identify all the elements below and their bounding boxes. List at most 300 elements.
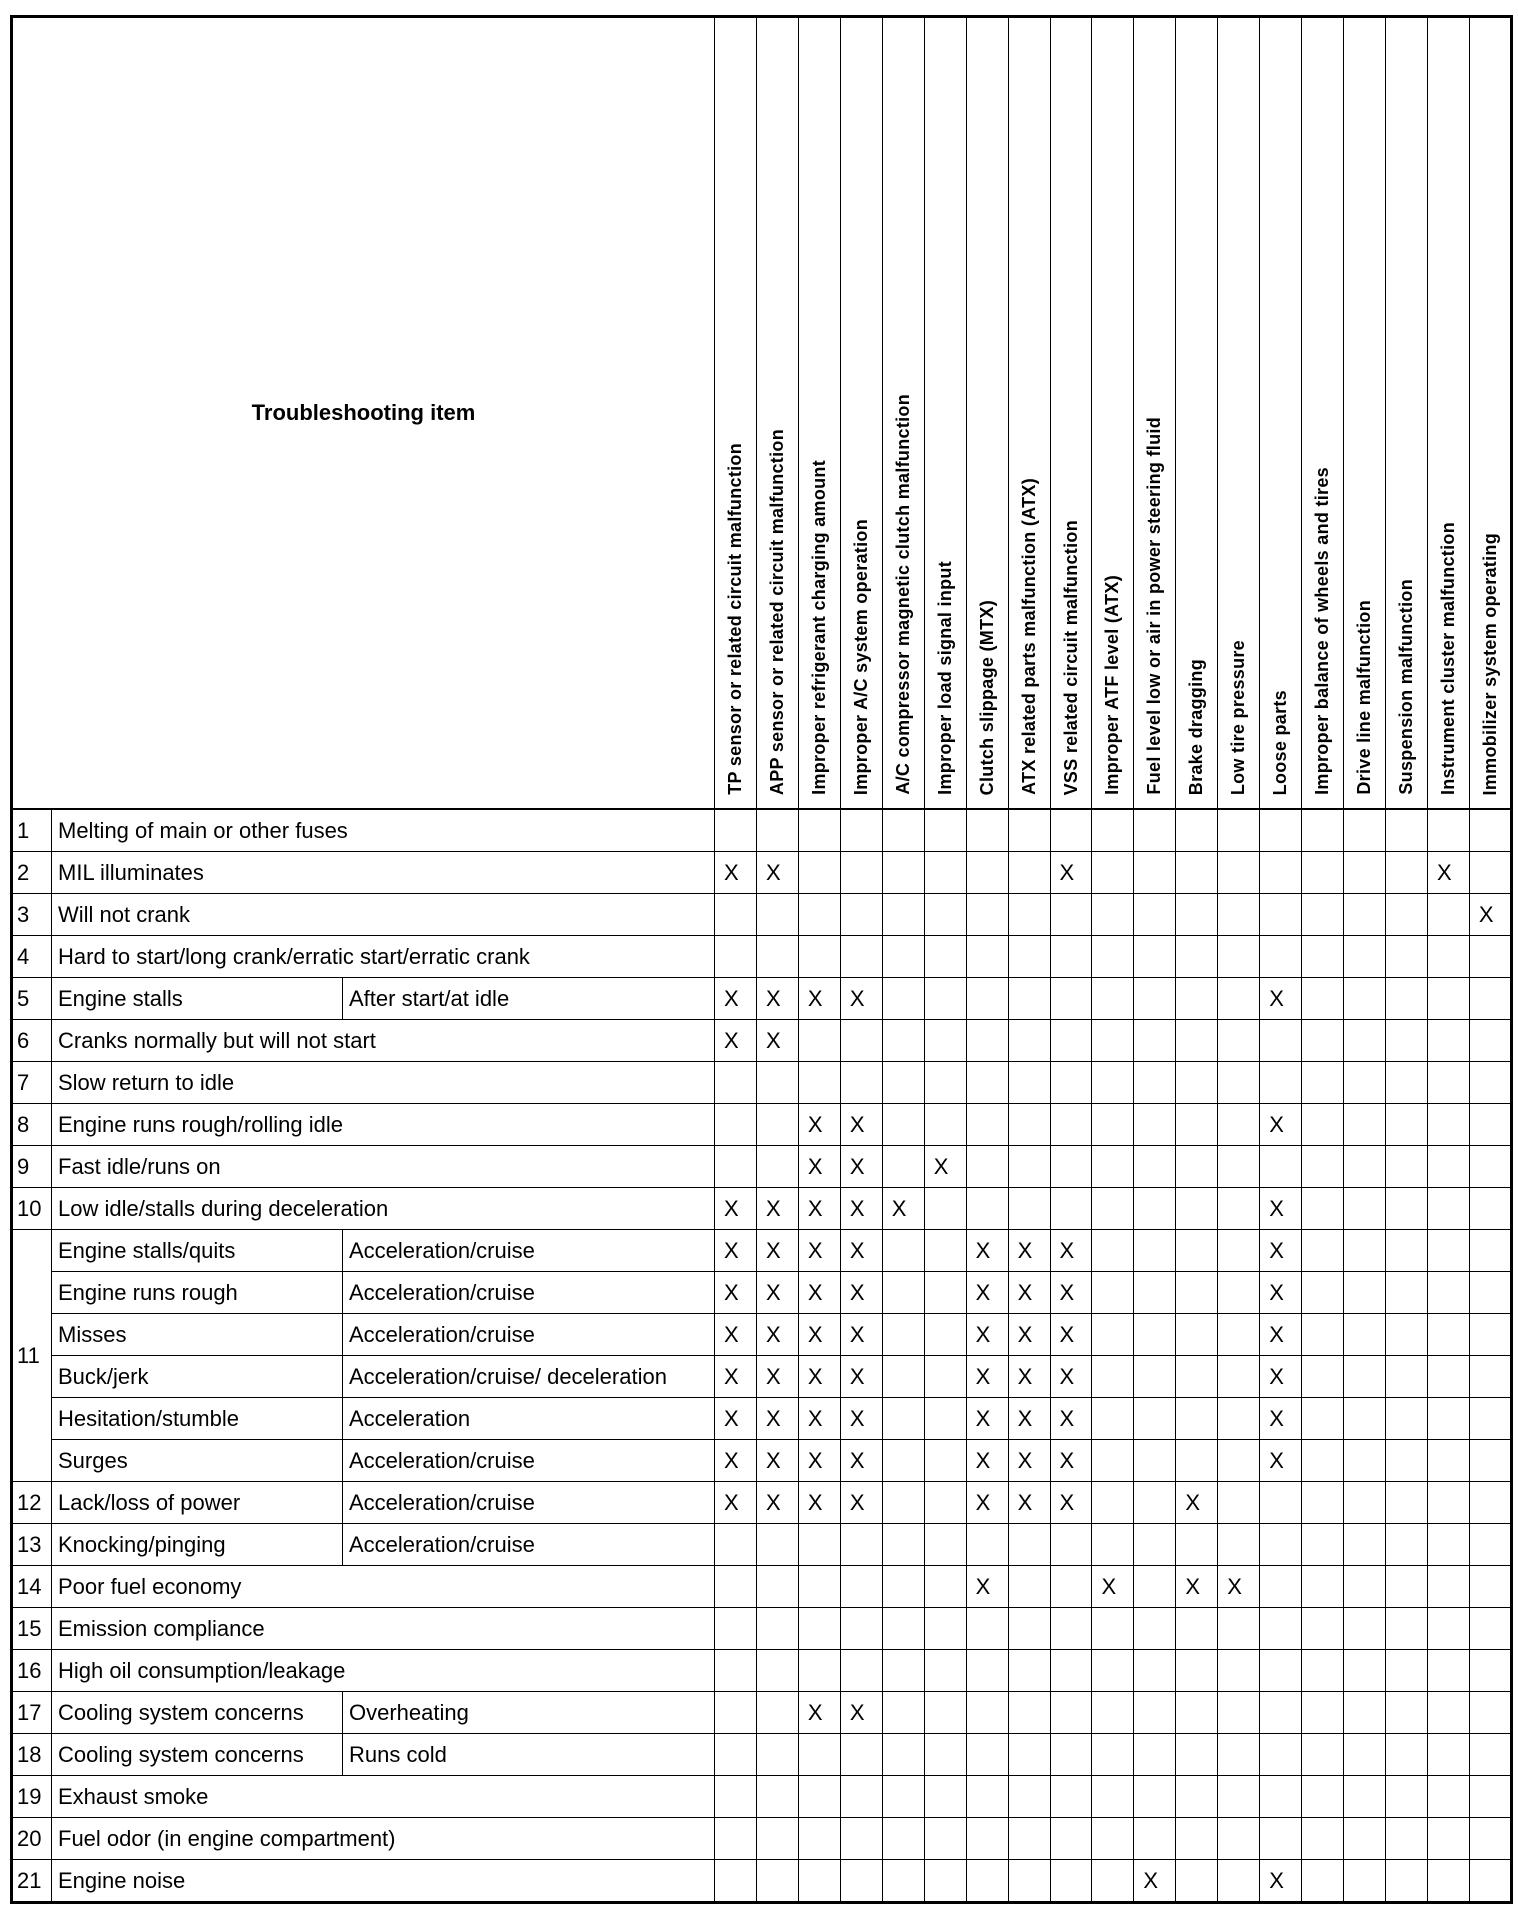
check-cell <box>1427 1272 1469 1314</box>
check-cell <box>756 1860 798 1903</box>
check-cell <box>1050 1188 1092 1230</box>
check-cell <box>1050 809 1092 852</box>
check-cell <box>715 1146 757 1188</box>
check-mark: X <box>1260 1188 1302 1230</box>
check-mark: X <box>840 1314 882 1356</box>
check-cell <box>1218 809 1260 852</box>
check-mark: X <box>840 1104 882 1146</box>
symptom-cell: Engine runs rough/rolling idle <box>52 1104 715 1146</box>
check-cell <box>1469 978 1511 1020</box>
check-cell <box>1134 1104 1176 1146</box>
check-cell <box>1218 1356 1260 1398</box>
check-cell <box>1134 1020 1176 1062</box>
check-cell <box>1386 1776 1428 1818</box>
check-cell <box>882 1356 924 1398</box>
check-cell <box>924 1482 966 1524</box>
check-cell <box>1008 1734 1050 1776</box>
check-cell <box>1302 1524 1344 1566</box>
check-cell <box>1092 894 1134 936</box>
check-mark: X <box>1008 1230 1050 1272</box>
check-cell <box>882 1860 924 1903</box>
check-cell <box>882 978 924 1020</box>
check-cell <box>924 1314 966 1356</box>
check-cell <box>756 1776 798 1818</box>
check-mark: X <box>1176 1566 1218 1608</box>
check-cell <box>1427 1314 1469 1356</box>
symptom-cell: Misses <box>52 1314 343 1356</box>
check-mark: X <box>1050 1398 1092 1440</box>
check-cell <box>1344 852 1386 894</box>
check-cell <box>1176 1356 1218 1398</box>
check-cell <box>1344 1146 1386 1188</box>
check-cell <box>966 978 1008 1020</box>
check-cell <box>1092 1818 1134 1860</box>
check-mark: X <box>715 1230 757 1272</box>
check-mark: X <box>756 978 798 1020</box>
table-row <box>12 894 1512 936</box>
column-header <box>756 17 798 810</box>
check-cell <box>1176 1860 1218 1903</box>
check-cell <box>1092 1860 1134 1903</box>
check-cell <box>1469 1860 1511 1903</box>
check-mark: X <box>840 1188 882 1230</box>
check-mark: X <box>798 978 840 1020</box>
check-mark: X <box>756 1272 798 1314</box>
check-cell <box>798 1020 840 1062</box>
check-cell <box>1134 1482 1176 1524</box>
check-cell <box>1092 1146 1134 1188</box>
check-mark: X <box>715 1188 757 1230</box>
check-cell <box>1302 1650 1344 1692</box>
check-mark: X <box>966 1230 1008 1272</box>
check-cell <box>840 1524 882 1566</box>
check-cell <box>1386 1272 1428 1314</box>
column-header-label: Improper A/C system operation <box>850 518 871 795</box>
check-cell <box>715 1818 757 1860</box>
check-mark: X <box>1218 1566 1260 1608</box>
check-cell <box>1134 1692 1176 1734</box>
column-header <box>1218 17 1260 810</box>
check-cell <box>756 1062 798 1104</box>
row-number: 20 <box>12 1818 52 1860</box>
check-cell <box>1134 1776 1176 1818</box>
row-number: 15 <box>12 1608 52 1650</box>
column-header-label: Loose parts <box>1270 689 1291 795</box>
check-cell <box>1469 1314 1511 1356</box>
symptom-cell: Cranks normally but will not start <box>52 1020 715 1062</box>
check-cell <box>1218 1188 1260 1230</box>
check-mark: X <box>1050 1482 1092 1524</box>
condition-cell: Runs cold <box>343 1734 715 1776</box>
check-cell <box>1092 978 1134 1020</box>
check-cell <box>1344 1482 1386 1524</box>
table-row <box>12 852 1512 894</box>
check-cell <box>1134 1146 1176 1188</box>
symptom-cell: Surges <box>52 1440 343 1482</box>
check-cell <box>924 1020 966 1062</box>
condition-cell: Acceleration/cruise <box>343 1440 715 1482</box>
check-mark: X <box>840 1692 882 1734</box>
column-header-label: ATX related parts malfunction (ATX) <box>1018 478 1039 795</box>
check-mark: X <box>798 1398 840 1440</box>
column-header-label: Clutch slippage (MTX) <box>976 599 997 795</box>
check-mark: X <box>966 1482 1008 1524</box>
check-cell <box>798 1818 840 1860</box>
check-cell <box>1386 1314 1428 1356</box>
check-cell <box>1469 1440 1511 1482</box>
check-cell <box>840 1734 882 1776</box>
check-cell <box>1050 1776 1092 1818</box>
check-mark: X <box>715 1020 757 1062</box>
check-cell <box>1008 1104 1050 1146</box>
check-cell <box>1218 1818 1260 1860</box>
check-cell <box>1176 1650 1218 1692</box>
troubleshooting-item-header: Troubleshooting item <box>12 17 715 810</box>
check-cell <box>1218 1860 1260 1903</box>
check-cell <box>1344 1020 1386 1062</box>
check-mark: X <box>840 1398 882 1440</box>
check-cell <box>1092 1692 1134 1734</box>
check-cell <box>924 1566 966 1608</box>
check-cell <box>1176 1230 1218 1272</box>
check-cell <box>1386 852 1428 894</box>
check-cell <box>1218 1440 1260 1482</box>
check-cell <box>1469 1146 1511 1188</box>
check-cell <box>1427 1860 1469 1903</box>
check-cell <box>1092 1230 1134 1272</box>
check-cell <box>756 1566 798 1608</box>
check-cell <box>1176 936 1218 978</box>
check-cell <box>1427 1440 1469 1482</box>
row-number: 4 <box>12 936 52 978</box>
check-cell <box>924 1104 966 1146</box>
check-cell <box>1176 1188 1218 1230</box>
check-cell <box>1092 1650 1134 1692</box>
check-mark: X <box>966 1356 1008 1398</box>
check-cell <box>1218 1608 1260 1650</box>
column-header <box>1008 17 1050 810</box>
row-number: 5 <box>12 978 52 1020</box>
check-cell <box>798 1524 840 1566</box>
check-cell <box>1469 936 1511 978</box>
check-cell <box>1134 1440 1176 1482</box>
check-cell <box>1008 1860 1050 1903</box>
check-cell <box>924 1524 966 1566</box>
check-cell <box>924 1062 966 1104</box>
check-cell <box>1386 1650 1428 1692</box>
check-cell <box>1427 1524 1469 1566</box>
check-cell <box>1134 1398 1176 1440</box>
check-mark: X <box>1008 1398 1050 1440</box>
check-cell <box>756 1146 798 1188</box>
check-cell <box>756 1818 798 1860</box>
check-cell <box>798 1734 840 1776</box>
check-cell <box>1050 1524 1092 1566</box>
symptom-cell: Buck/jerk <box>52 1356 343 1398</box>
column-header-label: Improper load signal input <box>934 561 955 795</box>
check-cell <box>1344 1398 1386 1440</box>
check-mark: X <box>715 1314 757 1356</box>
column-header <box>1344 17 1386 810</box>
row-number: 18 <box>12 1734 52 1776</box>
check-cell <box>840 1062 882 1104</box>
check-cell <box>1469 1692 1511 1734</box>
check-cell <box>1092 1734 1134 1776</box>
check-mark: X <box>715 978 757 1020</box>
row-number: 7 <box>12 1062 52 1104</box>
row-number: 14 <box>12 1566 52 1608</box>
check-cell <box>1386 1608 1428 1650</box>
condition-cell: After start/at idle <box>343 978 715 1020</box>
check-cell <box>1427 1566 1469 1608</box>
check-cell <box>1260 1566 1302 1608</box>
check-cell <box>1050 1062 1092 1104</box>
check-cell <box>924 936 966 978</box>
check-cell <box>1386 1734 1428 1776</box>
check-cell <box>1427 978 1469 1020</box>
check-cell <box>1176 1398 1218 1440</box>
check-cell <box>1344 1230 1386 1272</box>
check-cell <box>756 1692 798 1734</box>
check-cell <box>1092 1524 1134 1566</box>
column-header-label: A/C compressor magnetic clutch malfunction <box>892 394 913 795</box>
check-cell <box>966 1818 1008 1860</box>
check-cell <box>1386 809 1428 852</box>
column-header <box>966 17 1008 810</box>
check-cell <box>1469 1818 1511 1860</box>
check-cell <box>1427 1398 1469 1440</box>
check-cell <box>924 1398 966 1440</box>
check-cell <box>1218 1314 1260 1356</box>
check-cell <box>882 1734 924 1776</box>
check-cell <box>715 1524 757 1566</box>
check-cell <box>1469 809 1511 852</box>
check-cell <box>1008 1188 1050 1230</box>
check-mark: X <box>798 1692 840 1734</box>
check-cell <box>1386 1692 1428 1734</box>
check-cell <box>1092 1398 1134 1440</box>
check-cell <box>1469 1776 1511 1818</box>
check-cell <box>1008 1650 1050 1692</box>
check-cell <box>1134 1734 1176 1776</box>
check-cell <box>1260 1818 1302 1860</box>
check-cell <box>882 1272 924 1314</box>
condition-cell: Acceleration <box>343 1398 715 1440</box>
condition-cell: Acceleration/cruise <box>343 1230 715 1272</box>
check-cell <box>1427 1776 1469 1818</box>
check-cell <box>882 1146 924 1188</box>
check-cell <box>924 1440 966 1482</box>
check-mark: X <box>1008 1272 1050 1314</box>
check-cell <box>1260 1482 1302 1524</box>
table-row <box>12 1314 1512 1356</box>
check-cell <box>1427 1188 1469 1230</box>
check-cell <box>715 1860 757 1903</box>
check-cell <box>1386 894 1428 936</box>
check-cell <box>715 1062 757 1104</box>
check-cell <box>756 1104 798 1146</box>
check-cell <box>1134 1272 1176 1314</box>
check-cell <box>1386 1104 1428 1146</box>
check-cell <box>1050 1104 1092 1146</box>
check-cell <box>1050 1608 1092 1650</box>
column-header <box>1134 17 1176 810</box>
check-cell <box>882 1230 924 1272</box>
check-mark: X <box>1260 1314 1302 1356</box>
check-mark: X <box>966 1440 1008 1482</box>
check-cell <box>1092 809 1134 852</box>
check-mark: X <box>1260 1356 1302 1398</box>
check-cell <box>882 1608 924 1650</box>
check-cell <box>715 894 757 936</box>
check-cell <box>1050 1650 1092 1692</box>
check-cell <box>1386 1482 1428 1524</box>
check-mark: X <box>840 1272 882 1314</box>
check-cell <box>1469 1524 1511 1566</box>
check-mark: X <box>882 1188 924 1230</box>
check-cell <box>1427 1146 1469 1188</box>
check-cell <box>756 1734 798 1776</box>
check-cell <box>1386 1146 1428 1188</box>
column-header <box>1260 17 1302 810</box>
check-cell <box>1008 1608 1050 1650</box>
check-cell <box>840 1818 882 1860</box>
check-cell <box>1092 1314 1134 1356</box>
table-row <box>12 809 1512 852</box>
check-cell <box>1469 1062 1511 1104</box>
table-row <box>12 1020 1512 1062</box>
check-cell <box>715 809 757 852</box>
symptom-cell: Fast idle/runs on <box>52 1146 715 1188</box>
check-cell <box>1134 809 1176 852</box>
column-header <box>1469 17 1511 810</box>
check-cell <box>966 809 1008 852</box>
check-cell <box>1134 1188 1176 1230</box>
check-cell <box>1469 852 1511 894</box>
row-number: 17 <box>12 1692 52 1734</box>
check-cell <box>882 1482 924 1524</box>
table-row <box>12 978 1512 1020</box>
check-cell <box>1218 1524 1260 1566</box>
check-cell <box>798 1062 840 1104</box>
check-cell <box>882 936 924 978</box>
check-cell <box>1302 1062 1344 1104</box>
column-header-label: Low tire pressure <box>1228 639 1249 795</box>
table-row <box>12 1818 1512 1860</box>
check-cell <box>1469 1188 1511 1230</box>
check-cell <box>1092 1020 1134 1062</box>
check-cell <box>1260 1062 1302 1104</box>
table-row <box>12 1104 1512 1146</box>
check-cell <box>840 1776 882 1818</box>
check-mark: X <box>756 1482 798 1524</box>
check-cell <box>1008 1566 1050 1608</box>
check-cell <box>1176 1104 1218 1146</box>
check-cell <box>1134 1062 1176 1104</box>
check-cell <box>1218 1650 1260 1692</box>
check-cell <box>1050 1566 1092 1608</box>
check-mark: X <box>715 1482 757 1524</box>
row-number: 3 <box>12 894 52 936</box>
check-mark: X <box>756 1020 798 1062</box>
check-cell <box>882 1104 924 1146</box>
row-number: 6 <box>12 1020 52 1062</box>
check-cell <box>1469 1650 1511 1692</box>
check-cell <box>1260 1734 1302 1776</box>
check-mark: X <box>798 1356 840 1398</box>
check-cell <box>798 809 840 852</box>
check-cell <box>1344 1440 1386 1482</box>
check-mark: X <box>1050 1356 1092 1398</box>
check-mark: X <box>840 1482 882 1524</box>
check-cell <box>1386 1524 1428 1566</box>
check-cell <box>1176 852 1218 894</box>
check-cell <box>1260 852 1302 894</box>
check-cell <box>1218 1104 1260 1146</box>
row-number: 2 <box>12 852 52 894</box>
check-cell <box>1344 1818 1386 1860</box>
condition-cell: Acceleration/cruise <box>343 1314 715 1356</box>
check-cell <box>966 1776 1008 1818</box>
column-header <box>1302 17 1344 810</box>
check-cell <box>1344 894 1386 936</box>
row-number: 11 <box>12 1230 52 1482</box>
check-cell <box>924 1776 966 1818</box>
check-cell <box>715 1104 757 1146</box>
check-cell <box>1344 1692 1386 1734</box>
table-row <box>12 1356 1512 1398</box>
column-header-label: Improper ATF level (ATX) <box>1102 575 1123 795</box>
check-mark: X <box>1050 1230 1092 1272</box>
check-cell <box>1218 1692 1260 1734</box>
check-cell <box>966 1524 1008 1566</box>
check-cell <box>1092 1440 1134 1482</box>
check-cell <box>1134 1566 1176 1608</box>
check-cell <box>1386 936 1428 978</box>
check-cell <box>1302 1230 1344 1272</box>
check-cell <box>798 852 840 894</box>
check-cell <box>1134 1230 1176 1272</box>
check-cell <box>1134 1524 1176 1566</box>
check-cell <box>1302 1020 1344 1062</box>
check-cell <box>1176 1692 1218 1734</box>
check-cell <box>1386 1566 1428 1608</box>
table-row <box>12 1482 1512 1524</box>
check-cell <box>1302 1608 1344 1650</box>
check-cell <box>1176 809 1218 852</box>
table-row <box>12 1230 1512 1272</box>
check-cell <box>924 1188 966 1230</box>
check-cell <box>1427 809 1469 852</box>
check-cell <box>1302 1356 1344 1398</box>
check-cell <box>1427 936 1469 978</box>
check-cell <box>1344 809 1386 852</box>
check-cell <box>1092 1104 1134 1146</box>
check-cell <box>966 1020 1008 1062</box>
check-mark: X <box>1008 1482 1050 1524</box>
table-row <box>12 1272 1512 1314</box>
check-cell <box>924 1860 966 1903</box>
check-mark: X <box>1260 1860 1302 1903</box>
check-cell <box>882 1524 924 1566</box>
check-cell <box>756 1524 798 1566</box>
check-cell <box>1092 1188 1134 1230</box>
check-cell <box>1344 1524 1386 1566</box>
column-header-label: APP sensor or related circuit malfunction <box>766 428 787 795</box>
check-cell <box>1218 1272 1260 1314</box>
check-mark: X <box>1092 1566 1134 1608</box>
check-cell <box>1469 1020 1511 1062</box>
